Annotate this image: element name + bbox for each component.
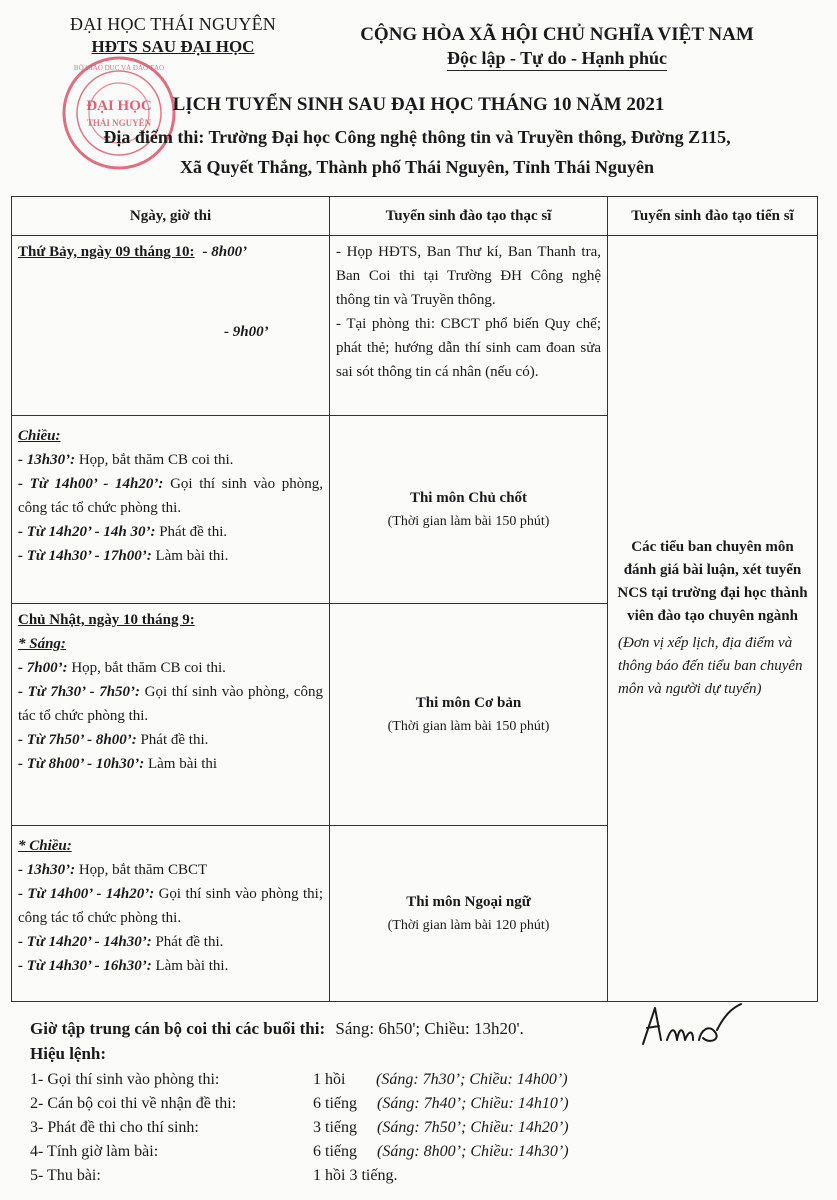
national-header xyxy=(322,24,792,71)
venue-line-1: Địa điểm thi: Trường Đại học Công nghệ thông tin và Truyền thông, Đường Z115, xyxy=(103,127,731,147)
col-header-master: Tuyển sinh đào tạo thạc sĩ xyxy=(330,197,608,236)
exam-core-name: Thi môn Chủ chốt xyxy=(409,489,528,506)
saturday-afternoon-cell xyxy=(12,416,330,604)
exam-basic-cell xyxy=(330,604,608,826)
phd-note: (Đơn vị xếp lịch, địa điểm và thông báo đến tiểu ban chuyên môn và người dự tuyển) xyxy=(618,635,803,697)
svg-text:ĐẠI HỌC: ĐẠI HỌC xyxy=(86,98,152,114)
opening-meeting-text: - Họp HĐTS, Ban Thư kí, Ban Thanh tra, Ban Coi thi tại Trường ĐH Công nghệ thông tin và Truyền thông. xyxy=(336,244,601,308)
time-9h00: - 9h00’ xyxy=(224,324,269,340)
session-afternoon: Chiều: xyxy=(18,428,61,444)
document-title: LỊCH TUYỂN SINH SAU ĐẠI HỌC THÁNG 10 NĂM 2021 xyxy=(172,94,665,115)
list-item: - Từ 14h30’ - 17h00’: Làm bài thi. xyxy=(18,548,229,564)
exam-language-name: Thi môn Ngoại ngữ xyxy=(406,893,531,910)
university-name: ĐẠI HỌC THÁI NGUYÊN xyxy=(70,14,276,34)
exam-core-cell xyxy=(330,416,608,604)
command-row: 3- Phát đề thi cho thí sinh: 3 tiếng (Sáng: 7h50’; Chiều: 14h20’) xyxy=(30,1119,569,1136)
session-afternoon-2: * Chiều: xyxy=(18,838,72,854)
gather-label: Giờ tập trung cán bộ coi thi các buổi thi: xyxy=(30,1019,326,1038)
exam-basic-name: Thi môn Cơ bản xyxy=(415,694,522,711)
command-row: 1- Gọi thí sinh vào phòng thi: 1 hồi (Sáng: 7h30’; Chiều: 14h00’) xyxy=(30,1071,568,1088)
phd-cell xyxy=(608,236,818,1002)
list-item: - Từ 7h50’ - 8h00’: Phát đề thi. xyxy=(18,732,209,748)
svg-text:BỘ GIÁO DỤC VÀ ĐÀO TẠO: BỘ GIÁO DỤC VÀ ĐÀO TẠO xyxy=(73,64,165,72)
list-item: - Từ 14h00’ - 14h20’: Gọi thí sinh vào phòng, công tác tổ chức phòng thi. xyxy=(18,476,323,516)
col-header-phd: Tuyển sinh đào tạo tiến sĩ xyxy=(608,197,818,236)
list-item: - Từ 7h30’ - 7h50’: Gọi thí sinh vào phòng, công tác tổ chức phòng thi. xyxy=(18,684,324,724)
issuer-block xyxy=(48,14,298,57)
nation-title: CỘNG HÒA XÃ HỘI CHỦ NGHĨA VIỆT NAM xyxy=(360,24,754,45)
list-item: - Từ 8h00’ - 10h30’: Làm bài thi xyxy=(18,756,218,772)
gather-value: Sáng: 6h50'; Chiều: 13h20'. xyxy=(335,1019,524,1038)
session-morning: * Sáng: xyxy=(18,636,66,652)
sunday-afternoon-cell xyxy=(12,826,330,1002)
master-opening-cell xyxy=(330,236,608,416)
sunday-date: Chủ Nhật, ngày 10 tháng 9: xyxy=(18,612,195,628)
council-name: HĐTS SAU ĐẠI HỌC xyxy=(91,37,255,56)
command-row: 4- Tính giờ làm bài: 6 tiếng (Sáng: 8h00’; Chiều: 14h30’) xyxy=(30,1143,569,1160)
handwritten-signature xyxy=(637,1000,747,1052)
proctor-gather-time xyxy=(30,1019,524,1039)
exam-language-cell xyxy=(330,826,608,1002)
list-item: - 13h30’: Họp, bắt thăm CBCT xyxy=(18,862,208,878)
table-row xyxy=(12,236,818,416)
list-item: - 13h30’: Họp, bắt thăm CB coi thi. xyxy=(18,452,234,468)
sunday-morning-cell xyxy=(12,604,330,826)
venue-line-2: Xã Quyết Thắng, Thành phố Thái Nguyên, Tỉnh Thái Nguyên xyxy=(179,157,655,177)
saturday-date: Thứ Bảy, ngày 09 tháng 10: xyxy=(18,244,195,260)
list-item: - Từ 14h30’ - 16h30’: Làm bài thi. xyxy=(18,958,229,974)
motto: Độc lập - Tự do - Hạnh phúc xyxy=(447,48,667,71)
exam-venue xyxy=(22,122,812,182)
time-8h00: - 8h00’ xyxy=(202,244,248,260)
command-row: 2- Cán bộ coi thi về nhận đề thi: 6 tiếng (Sáng: 7h40’; Chiều: 14h10’) xyxy=(30,1095,569,1112)
room-briefing-text: - Tại phòng thi: CBCT phổ biến Quy chế; phát thẻ; hướng dẫn thí sinh cam đoan sửa sai sót thông tin cá nhân (nếu có). xyxy=(336,316,601,380)
list-item: - 7h00’: Họp, bắt thăm CB coi thi. xyxy=(18,660,226,676)
svg-text:THÁI NGUYÊN: THÁI NGUYÊN xyxy=(86,118,152,128)
saturday-morning-cell xyxy=(12,236,330,416)
exam-basic-duration: (Thời gian làm bài 150 phút) xyxy=(387,718,550,734)
command-row: 5- Thu bài: 1 hồi 3 tiếng. xyxy=(30,1167,398,1184)
col-header-datetime: Ngày, giờ thi xyxy=(12,197,330,236)
saturday-day-line xyxy=(18,240,323,264)
commands-title: Hiệu lệnh: xyxy=(30,1044,107,1063)
exam-core-duration: (Thời gian làm bài 150 phút) xyxy=(387,513,550,529)
list-item: - Từ 14h20’ - 14h30’: Phát đề thi. xyxy=(18,934,224,950)
exam-language-duration: (Thời gian làm bài 120 phút) xyxy=(387,917,550,933)
phd-committee-text: Các tiểu ban chuyên môn đánh giá bài luận, xét tuyển NCS tại trường đại học thành viên đào tạo chuyên ngành xyxy=(617,539,808,624)
schedule-table xyxy=(11,196,818,1002)
table-header-row xyxy=(12,197,818,236)
list-item: - Từ 14h20’ - 14h 30’: Phát đề thi. xyxy=(18,524,228,540)
list-item: - Từ 14h00’ - 14h20’: Gọi thí sinh vào phòng thi; công tác tổ chức phòng thi. xyxy=(18,886,323,926)
